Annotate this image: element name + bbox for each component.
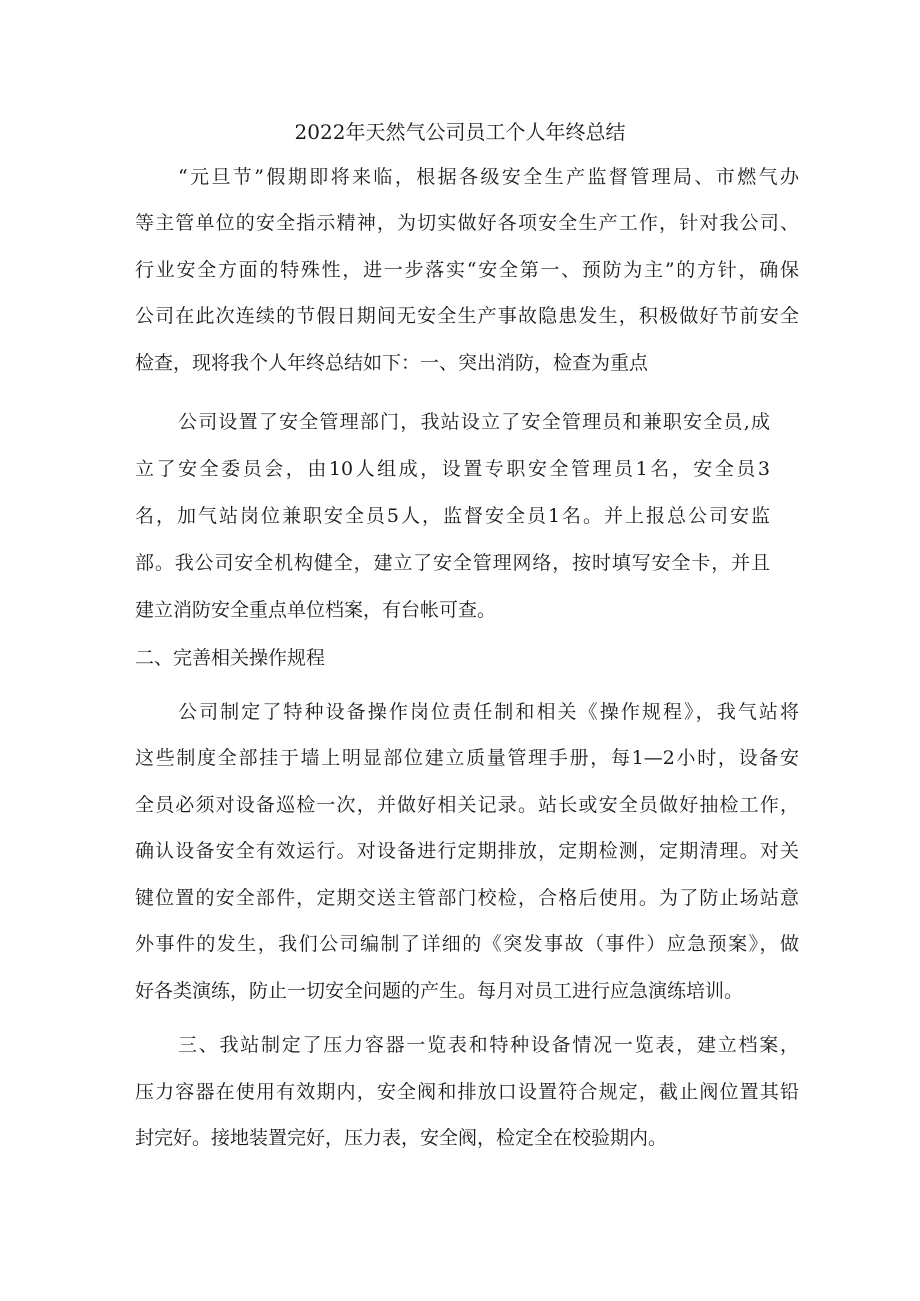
paragraph-4-line-3: 封完好。接地装置完好，压力表，安全阀，检定全在校验期内。 [135, 1127, 668, 1149]
paragraph-3-line-3: 全员必须对设备巡检一次，并做好相关记录。站长或安全员做好抽检工作， [135, 794, 799, 816]
paragraph-2-line-3: 名，加气站岗位兼职安全员5人，监督安全员1名。并上报总公司安监 [135, 505, 770, 527]
paragraph-1-line-1: “元旦节”假期即将来临，根据各级安全生产监督管理局、市燃气办 [178, 166, 799, 188]
paragraph-3-line-1: 公司制定了特种设备操作岗位责任制和相关《操作规程》，我气站将 [178, 701, 799, 723]
paragraph-2-line-5: 建立消防安全重点单位档案，有台帐可查。 [135, 599, 497, 621]
paragraph-2-line-1: 公司设置了安全管理部门，我站设立了安全管理员和兼职安全员,成 [178, 411, 770, 433]
paragraph-3-line-2: 这些制度全部挂于墙上明显部位建立质量管理手册，每1—2小时，设备安 [135, 747, 799, 769]
paragraph-3-line-7: 好各类演练，防止一切安全问题的产生。每月对员工进行应急演练培训。 [135, 980, 744, 1002]
paragraph-1-line-2: 等主管单位的安全指示精神，为切实做好各项安全生产工作，针对我公司、 [135, 212, 799, 234]
paragraph-3-line-4: 确认设备安全有效运行。对设备进行定期排放，定期检测，定期清理。对关 [135, 840, 799, 862]
paragraph-3-line-5: 键位置的安全部件，定期交送主管部门校检，合格后使用。为了防止场站意 [135, 887, 799, 909]
paragraph-2-line-4: 部。我公司安全机构健全，建立了安全管理网络，按时填写安全卡，并且 [135, 552, 770, 574]
paragraph-1-line-4: 公司在此次连续的节假日期间无安全生产事故隐患发生，积极做好节前安全 [135, 305, 799, 327]
paragraph-1-line-5: 检查，现将我个人年终总结如下：一、突出消防，检查为重点 [135, 352, 649, 374]
document-title: 2022年天然气公司员工个人年终总结 [294, 120, 626, 144]
paragraph-4-line-2: 压力容器在使用有效期内，安全阀和排放口设置符合规定，截止阀位置其铅 [135, 1081, 799, 1103]
paragraph-4-line-1: 三、我站制定了压力容器一览表和特种设备情况一览表，建立档案， [178, 1034, 799, 1056]
paragraph-1-line-3: 行业安全方面的特殊性，进一步落实“安全第一、预防为主”的方针，确保 [135, 259, 799, 281]
paragraph-2-line-2: 立了安全委员会，由10人组成，设置专职安全管理员1名，安全员3 [135, 458, 770, 480]
section-heading-2: 二、完善相关操作规程 [135, 647, 326, 669]
paragraph-3-line-6: 外事件的发生，我们公司编制了详细的《突发事故（事件）应急预案》，做 [135, 933, 799, 955]
